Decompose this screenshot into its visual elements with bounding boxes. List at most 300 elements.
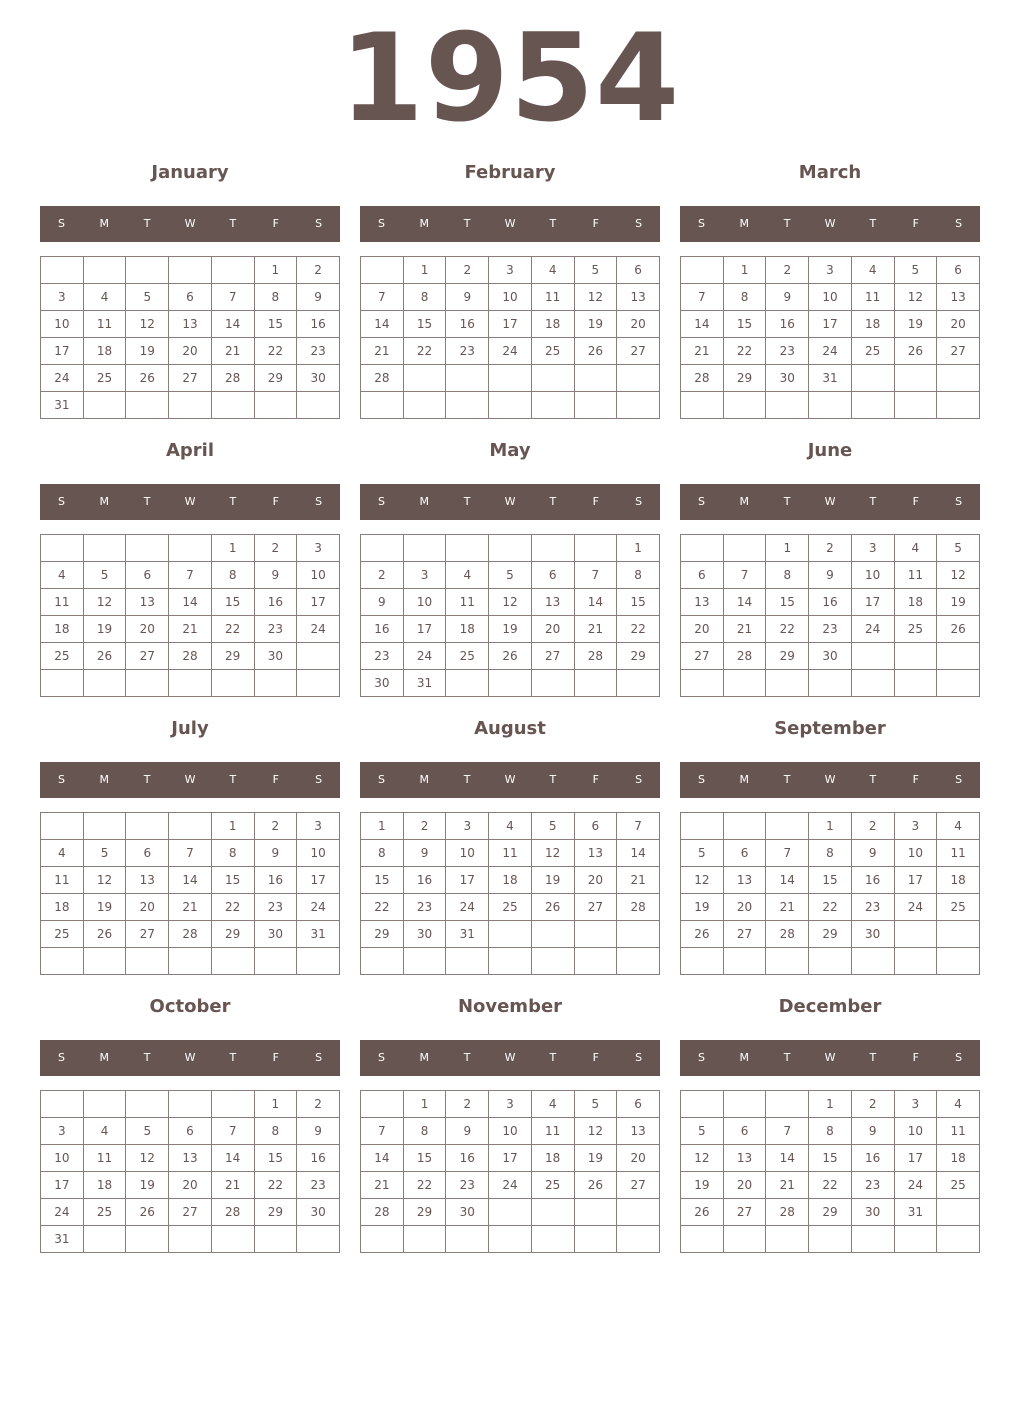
day-cell: 7 xyxy=(169,562,212,589)
day-cell: 22 xyxy=(211,894,254,921)
day-cell: 7 xyxy=(617,813,660,840)
weekday-label: F xyxy=(912,1051,919,1064)
weekday-label: M xyxy=(739,1051,750,1064)
day-cell: 20 xyxy=(126,894,169,921)
day-cell: 24 xyxy=(894,1172,937,1199)
weekday-label: T xyxy=(869,1051,877,1064)
week-row xyxy=(41,1118,340,1145)
day-cell: 7 xyxy=(169,840,212,867)
day-cell: 13 xyxy=(574,840,617,867)
empty-day-cell xyxy=(126,1091,169,1118)
day-cell: 28 xyxy=(617,894,660,921)
empty-day-cell xyxy=(681,1226,724,1253)
day-cell: 2 xyxy=(809,535,852,562)
day-cell: 12 xyxy=(681,867,724,894)
day-cell: 11 xyxy=(83,1145,126,1172)
weekday-label: T xyxy=(229,495,237,508)
weekday-label: W xyxy=(184,217,196,230)
day-cell: 7 xyxy=(361,284,404,311)
week-row xyxy=(681,670,980,697)
empty-day-cell xyxy=(723,1226,766,1253)
day-cell: 26 xyxy=(126,1199,169,1226)
day-cell: 17 xyxy=(489,1145,532,1172)
day-cell: 15 xyxy=(403,1145,446,1172)
day-cell: 4 xyxy=(894,535,937,562)
day-cell: 30 xyxy=(361,670,404,697)
empty-day-cell xyxy=(937,392,980,419)
day-cell: 17 xyxy=(894,867,937,894)
day-cell: 9 xyxy=(254,562,297,589)
weekday-label: W xyxy=(824,495,836,508)
day-cell: 16 xyxy=(254,589,297,616)
weekday-label: S xyxy=(315,1051,323,1064)
day-cell: 7 xyxy=(361,1118,404,1145)
day-cell: 20 xyxy=(169,1172,212,1199)
weekday-label: S xyxy=(315,495,323,508)
day-cell: 11 xyxy=(41,867,84,894)
day-cell: 6 xyxy=(126,840,169,867)
day-cell: 11 xyxy=(489,840,532,867)
day-cell: 19 xyxy=(126,338,169,365)
day-cell: 29 xyxy=(254,365,297,392)
day-cell: 25 xyxy=(83,365,126,392)
day-cell: 16 xyxy=(809,589,852,616)
day-cell: 26 xyxy=(681,1199,724,1226)
empty-day-cell xyxy=(489,392,532,419)
empty-day-cell xyxy=(83,813,126,840)
day-cell: 18 xyxy=(41,616,84,643)
month-name: February xyxy=(464,162,556,183)
day-cell: 25 xyxy=(83,1199,126,1226)
day-cell: 20 xyxy=(723,894,766,921)
empty-day-cell xyxy=(403,392,446,419)
empty-day-cell xyxy=(766,813,809,840)
day-cell: 15 xyxy=(211,589,254,616)
day-cell: 13 xyxy=(126,867,169,894)
day-cell: 3 xyxy=(851,535,894,562)
day-cell: 14 xyxy=(361,311,404,338)
empty-day-cell xyxy=(169,1091,212,1118)
week-row xyxy=(361,311,660,338)
day-cell: 5 xyxy=(574,1091,617,1118)
day-cell: 6 xyxy=(169,1118,212,1145)
empty-day-cell xyxy=(894,948,937,975)
day-cell: 26 xyxy=(937,616,980,643)
day-cell: 19 xyxy=(681,1172,724,1199)
day-cell: 27 xyxy=(937,338,980,365)
day-cell: 12 xyxy=(83,867,126,894)
day-cell: 1 xyxy=(211,813,254,840)
empty-day-cell xyxy=(617,670,660,697)
day-cell: 11 xyxy=(531,284,574,311)
weekday-header xyxy=(360,484,660,520)
year-title: 1954 xyxy=(339,8,681,149)
weekday-label: M xyxy=(419,1051,430,1064)
day-cell: 5 xyxy=(894,257,937,284)
day-cell: 19 xyxy=(937,589,980,616)
weekday-label: S xyxy=(377,1051,385,1064)
empty-day-cell xyxy=(723,813,766,840)
day-cell: 7 xyxy=(723,562,766,589)
day-cell: 1 xyxy=(809,1091,852,1118)
day-cell: 26 xyxy=(574,1172,617,1199)
day-cell: 17 xyxy=(297,589,340,616)
week-row xyxy=(681,257,980,284)
week-row xyxy=(681,1226,980,1253)
empty-day-cell xyxy=(41,948,84,975)
empty-day-cell xyxy=(297,392,340,419)
week-row xyxy=(361,257,660,284)
weekday-label: F xyxy=(272,495,279,508)
day-cell: 20 xyxy=(617,1145,660,1172)
weekday-header xyxy=(40,762,340,798)
day-cell: 5 xyxy=(681,1118,724,1145)
weekday-label: F xyxy=(592,773,599,786)
day-cell: 3 xyxy=(894,813,937,840)
week-row xyxy=(361,535,660,562)
day-cell: 10 xyxy=(403,589,446,616)
day-grid xyxy=(680,812,980,975)
day-cell: 27 xyxy=(126,921,169,948)
empty-day-cell xyxy=(403,365,446,392)
day-cell: 18 xyxy=(851,311,894,338)
weekday-label: T xyxy=(869,773,877,786)
week-row xyxy=(361,365,660,392)
day-cell: 2 xyxy=(851,813,894,840)
week-row xyxy=(681,1172,980,1199)
day-cell: 21 xyxy=(574,616,617,643)
week-row xyxy=(681,535,980,562)
day-cell: 25 xyxy=(489,894,532,921)
weekday-label: F xyxy=(272,773,279,786)
week-row xyxy=(361,670,660,697)
weekday-label: T xyxy=(869,495,877,508)
empty-day-cell xyxy=(446,535,489,562)
day-cell: 28 xyxy=(723,643,766,670)
week-row xyxy=(41,1145,340,1172)
day-cell: 31 xyxy=(446,921,489,948)
day-cell: 24 xyxy=(41,365,84,392)
day-cell: 18 xyxy=(83,338,126,365)
week-row xyxy=(361,589,660,616)
month-name: June xyxy=(807,440,853,461)
week-row xyxy=(681,1145,980,1172)
day-cell: 20 xyxy=(126,616,169,643)
day-cell: 8 xyxy=(254,284,297,311)
day-cell: 4 xyxy=(531,257,574,284)
empty-day-cell xyxy=(41,257,84,284)
empty-day-cell xyxy=(531,535,574,562)
empty-day-cell xyxy=(851,670,894,697)
day-cell: 11 xyxy=(894,562,937,589)
weekday-label: F xyxy=(592,495,599,508)
empty-day-cell xyxy=(723,392,766,419)
empty-day-cell xyxy=(361,392,404,419)
week-row xyxy=(41,1172,340,1199)
day-cell: 26 xyxy=(126,365,169,392)
day-cell: 10 xyxy=(894,1118,937,1145)
day-cell: 12 xyxy=(574,1118,617,1145)
day-cell: 14 xyxy=(723,589,766,616)
week-row xyxy=(41,1091,340,1118)
day-cell: 6 xyxy=(723,840,766,867)
week-row xyxy=(361,867,660,894)
day-cell: 8 xyxy=(809,840,852,867)
week-row xyxy=(41,284,340,311)
day-cell: 15 xyxy=(617,589,660,616)
day-cell: 10 xyxy=(41,1145,84,1172)
empty-day-cell xyxy=(531,1226,574,1253)
day-cell: 4 xyxy=(489,813,532,840)
weekday-header xyxy=(40,1040,340,1076)
week-row xyxy=(41,813,340,840)
weekday-label: M xyxy=(99,217,110,230)
weekday-label: S xyxy=(377,495,385,508)
weekday-header xyxy=(680,1040,980,1076)
day-cell: 23 xyxy=(851,1172,894,1199)
day-cell: 20 xyxy=(681,616,724,643)
day-cell: 14 xyxy=(169,867,212,894)
day-cell: 8 xyxy=(403,284,446,311)
day-cell: 30 xyxy=(254,643,297,670)
day-cell: 2 xyxy=(297,1091,340,1118)
empty-day-cell xyxy=(361,1091,404,1118)
week-row xyxy=(681,867,980,894)
day-cell: 11 xyxy=(851,284,894,311)
week-row xyxy=(41,562,340,589)
empty-day-cell xyxy=(937,1199,980,1226)
day-cell: 3 xyxy=(809,257,852,284)
day-cell: 7 xyxy=(681,284,724,311)
weekday-label: T xyxy=(143,773,151,786)
empty-day-cell xyxy=(83,1226,126,1253)
day-cell: 21 xyxy=(766,894,809,921)
day-cell: 22 xyxy=(403,338,446,365)
week-row xyxy=(681,284,980,311)
empty-day-cell xyxy=(766,1091,809,1118)
day-cell: 15 xyxy=(211,867,254,894)
day-cell: 26 xyxy=(83,643,126,670)
empty-day-cell xyxy=(83,1091,126,1118)
weekday-label: T xyxy=(783,217,791,230)
day-cell: 2 xyxy=(254,535,297,562)
day-cell: 4 xyxy=(851,257,894,284)
day-cell: 14 xyxy=(617,840,660,867)
day-cell: 30 xyxy=(297,1199,340,1226)
empty-day-cell xyxy=(681,670,724,697)
empty-day-cell xyxy=(937,921,980,948)
empty-day-cell xyxy=(937,670,980,697)
empty-day-cell xyxy=(254,392,297,419)
month-name: March xyxy=(798,162,862,183)
weekday-label: F xyxy=(592,1051,599,1064)
weekday-label: T xyxy=(463,1051,471,1064)
day-cell: 4 xyxy=(41,840,84,867)
day-cell: 9 xyxy=(361,589,404,616)
weekday-header xyxy=(360,206,660,242)
day-cell: 30 xyxy=(254,921,297,948)
week-row xyxy=(681,1199,980,1226)
empty-day-cell xyxy=(531,392,574,419)
day-cell: 30 xyxy=(766,365,809,392)
day-cell: 28 xyxy=(361,365,404,392)
week-row xyxy=(41,643,340,670)
weekday-label: T xyxy=(463,773,471,786)
day-cell: 31 xyxy=(41,392,84,419)
empty-day-cell xyxy=(531,670,574,697)
empty-day-cell xyxy=(169,948,212,975)
day-cell: 2 xyxy=(297,257,340,284)
day-cell: 5 xyxy=(83,840,126,867)
empty-day-cell xyxy=(169,670,212,697)
day-cell: 27 xyxy=(169,365,212,392)
day-cell: 12 xyxy=(937,562,980,589)
month-name: October xyxy=(149,996,231,1017)
weekday-label: W xyxy=(824,217,836,230)
empty-day-cell xyxy=(531,921,574,948)
week-row xyxy=(361,894,660,921)
weekday-header xyxy=(40,484,340,520)
day-cell: 15 xyxy=(766,589,809,616)
day-cell: 13 xyxy=(126,589,169,616)
day-cell: 2 xyxy=(254,813,297,840)
day-cell: 22 xyxy=(617,616,660,643)
day-cell: 24 xyxy=(809,338,852,365)
day-cell: 1 xyxy=(617,535,660,562)
day-cell: 25 xyxy=(531,1172,574,1199)
day-cell: 22 xyxy=(254,1172,297,1199)
day-cell: 16 xyxy=(446,1145,489,1172)
day-cell: 24 xyxy=(446,894,489,921)
empty-day-cell xyxy=(809,670,852,697)
day-cell: 6 xyxy=(169,284,212,311)
day-cell: 18 xyxy=(41,894,84,921)
day-cell: 21 xyxy=(723,616,766,643)
day-cell: 23 xyxy=(361,643,404,670)
empty-day-cell xyxy=(83,535,126,562)
day-cell: 28 xyxy=(361,1199,404,1226)
week-row xyxy=(681,813,980,840)
day-cell: 23 xyxy=(297,338,340,365)
empty-day-cell xyxy=(617,365,660,392)
empty-day-cell xyxy=(361,535,404,562)
day-cell: 5 xyxy=(126,1118,169,1145)
week-row xyxy=(681,921,980,948)
week-row xyxy=(361,392,660,419)
day-cell: 3 xyxy=(403,562,446,589)
weekday-label: W xyxy=(184,773,196,786)
day-cell: 9 xyxy=(766,284,809,311)
weekday-label: W xyxy=(504,1051,516,1064)
day-cell: 3 xyxy=(489,257,532,284)
empty-day-cell xyxy=(617,1226,660,1253)
day-grid xyxy=(680,256,980,419)
day-cell: 3 xyxy=(297,535,340,562)
day-cell: 27 xyxy=(169,1199,212,1226)
day-cell: 11 xyxy=(446,589,489,616)
empty-day-cell xyxy=(851,948,894,975)
day-cell: 16 xyxy=(361,616,404,643)
empty-day-cell xyxy=(83,670,126,697)
day-cell: 27 xyxy=(617,1172,660,1199)
day-cell: 12 xyxy=(83,589,126,616)
week-row xyxy=(361,616,660,643)
day-cell: 28 xyxy=(574,643,617,670)
day-cell: 5 xyxy=(574,257,617,284)
empty-day-cell xyxy=(446,365,489,392)
day-cell: 8 xyxy=(403,1118,446,1145)
week-row xyxy=(681,589,980,616)
week-row xyxy=(41,894,340,921)
week-row xyxy=(361,1145,660,1172)
day-cell: 31 xyxy=(41,1226,84,1253)
day-cell: 29 xyxy=(254,1199,297,1226)
week-row xyxy=(681,365,980,392)
day-cell: 22 xyxy=(403,1172,446,1199)
day-cell: 8 xyxy=(211,840,254,867)
week-row xyxy=(681,840,980,867)
day-cell: 5 xyxy=(489,562,532,589)
day-cell: 5 xyxy=(83,562,126,589)
day-cell: 10 xyxy=(489,284,532,311)
week-row xyxy=(681,1091,980,1118)
day-cell: 1 xyxy=(211,535,254,562)
day-cell: 26 xyxy=(83,921,126,948)
week-row xyxy=(41,948,340,975)
weekday-label: S xyxy=(635,217,643,230)
day-cell: 6 xyxy=(617,257,660,284)
day-cell: 30 xyxy=(809,643,852,670)
week-row xyxy=(681,643,980,670)
day-cell: 6 xyxy=(126,562,169,589)
day-cell: 1 xyxy=(766,535,809,562)
day-cell: 21 xyxy=(169,894,212,921)
day-cell: 27 xyxy=(681,643,724,670)
empty-day-cell xyxy=(211,670,254,697)
empty-day-cell xyxy=(446,392,489,419)
weekday-label: W xyxy=(184,1051,196,1064)
day-cell: 16 xyxy=(851,867,894,894)
empty-day-cell xyxy=(254,948,297,975)
empty-day-cell xyxy=(809,1226,852,1253)
day-cell: 21 xyxy=(211,1172,254,1199)
day-cell: 6 xyxy=(681,562,724,589)
day-cell: 20 xyxy=(531,616,574,643)
day-cell: 10 xyxy=(297,840,340,867)
weekday-label: S xyxy=(697,495,705,508)
day-cell: 17 xyxy=(403,616,446,643)
empty-day-cell xyxy=(809,392,852,419)
empty-day-cell xyxy=(489,670,532,697)
empty-day-cell xyxy=(681,948,724,975)
week-row xyxy=(41,535,340,562)
day-cell: 28 xyxy=(766,1199,809,1226)
day-cell: 14 xyxy=(211,1145,254,1172)
empty-day-cell xyxy=(41,813,84,840)
day-cell: 13 xyxy=(617,1118,660,1145)
empty-day-cell xyxy=(574,1226,617,1253)
day-cell: 1 xyxy=(403,1091,446,1118)
empty-day-cell xyxy=(403,535,446,562)
day-cell: 9 xyxy=(851,840,894,867)
month-name: December xyxy=(778,996,882,1017)
day-cell: 14 xyxy=(766,867,809,894)
day-cell: 4 xyxy=(83,284,126,311)
empty-day-cell xyxy=(169,257,212,284)
empty-day-cell xyxy=(211,1091,254,1118)
day-cell: 27 xyxy=(723,921,766,948)
day-cell: 2 xyxy=(446,1091,489,1118)
